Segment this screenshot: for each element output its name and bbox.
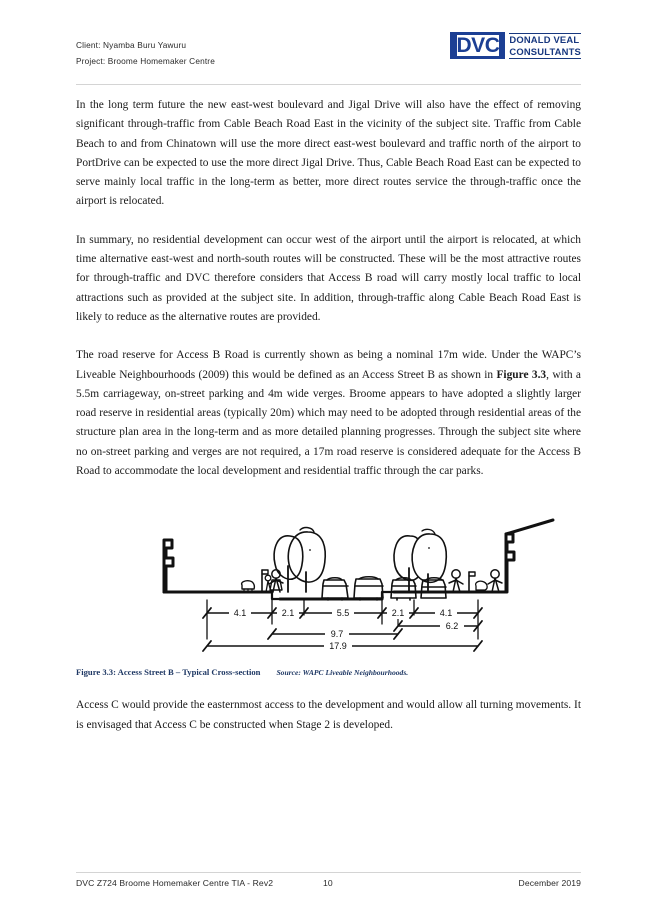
footer-page-number: 10 [323,878,333,888]
paragraph-2: In summary, no residential development can occur west of the airport until the airport is relocated, at which time alternative east-west and north-south routes will be constructed. These will be the most attractive routes for through-traffic and DVC therefore considers that Access B road will carry mostly local traffic to local attractions such as provided at the subject site. In addition, through-traffic along Cable Beach Road East is likely to reduce as the alternative routes are provided. [76,233,581,323]
dvc-logo-wordmark [505,32,581,59]
paragraph-3 [76,346,581,481]
figure-reference: Figure 3.3 [496,368,547,381]
logo-letter-v: V [471,34,485,57]
dim-label-5-5: 5.5 [336,608,350,619]
header-divider [76,84,581,85]
header-project-line: Project: Broome Homemaker Centre [76,55,215,66]
dim-label-4-1-right: 4.1 [439,608,453,619]
header-client-line: Client: Nyamba Buru Yawuru [76,40,187,50]
dvc-logo-mark [450,32,506,59]
dim-label-17-9: 17.9 [329,641,347,652]
document-body [76,96,581,754]
paragraph-3-part-1: The road reserve for Access B Road is currently shown as being a nominal 17m wide. Under the WAPC’s Liveable Neighbourhoods (2009) this would be defined as an Access Street B as shown in [76,349,581,381]
cross-section-drawing [76,500,581,660]
figure-caption-title: Figure 3.3: Access Street B – Typical Cross-section [76,667,261,678]
dim-label-2-1-right: 2.1 [391,608,405,619]
footer-divider [76,872,581,873]
dvc-logo [450,32,582,59]
figure-cross-section [76,500,581,660]
logo-letter-d: D [456,34,472,57]
figure-caption-source: Source: WAPC Liveable Neighbourhoods. [276,668,409,678]
dim-label-9-7: 9.7 [330,629,344,640]
dim-label-4-1-left: 4.1 [233,608,247,619]
dim-label-2-1-left: 2.1 [281,608,295,619]
dim-label-6-2: 6.2 [445,621,459,632]
footer-document-ref: DVC Z724 Broome Homemaker Centre TIA - Rev2 [76,878,274,888]
logo-letter-c: C [484,34,500,57]
footer-date: December 2019 [518,878,581,888]
page-header [76,33,581,69]
paragraph-4: Access C would provide the easternmost access to the development and would allow all turning movements. It is envisaged that Access C be constructed when Stage 2 is developed. [76,699,581,731]
logo-name-line-2: CONSULTANTS [509,45,581,57]
paragraph-3-part-2: , with a 5.5m carriageway, on-street parking and 4m wide verges. Broome appears to have adopted a slightly larger road reserve in residential areas (typically 20m) which may need to be adopted through residential areas of the structure plan area in the long-term and as more detailed planning progresses. Through the subject site where no on-street parking and verges are not required, a 17m road reserve is considered adequate for the Access B Road to accommodate the local development and residential traffic through the car parks. [76,368,581,478]
figure-caption [76,666,581,679]
paragraph-1: In the long term future the new east-west boulevard and Jigal Drive will also have the effect of removing significant through-traffic from Cable Beach Road East in the vicinity of the subject site. Traffic from Cable Beach to and from Chinatown will use the more direct east-west boulevard and traffic north of the airport to PortDrive can be expected to use the more direct Jigal Drive. Thus, Cable Beach Road East can be expected to serve mainly local traffic in the long-term as better, more direct routes service the through-traffic once the airport is relocated. [76,99,581,208]
logo-name-line-1: DONALD VEAL [509,33,580,45]
